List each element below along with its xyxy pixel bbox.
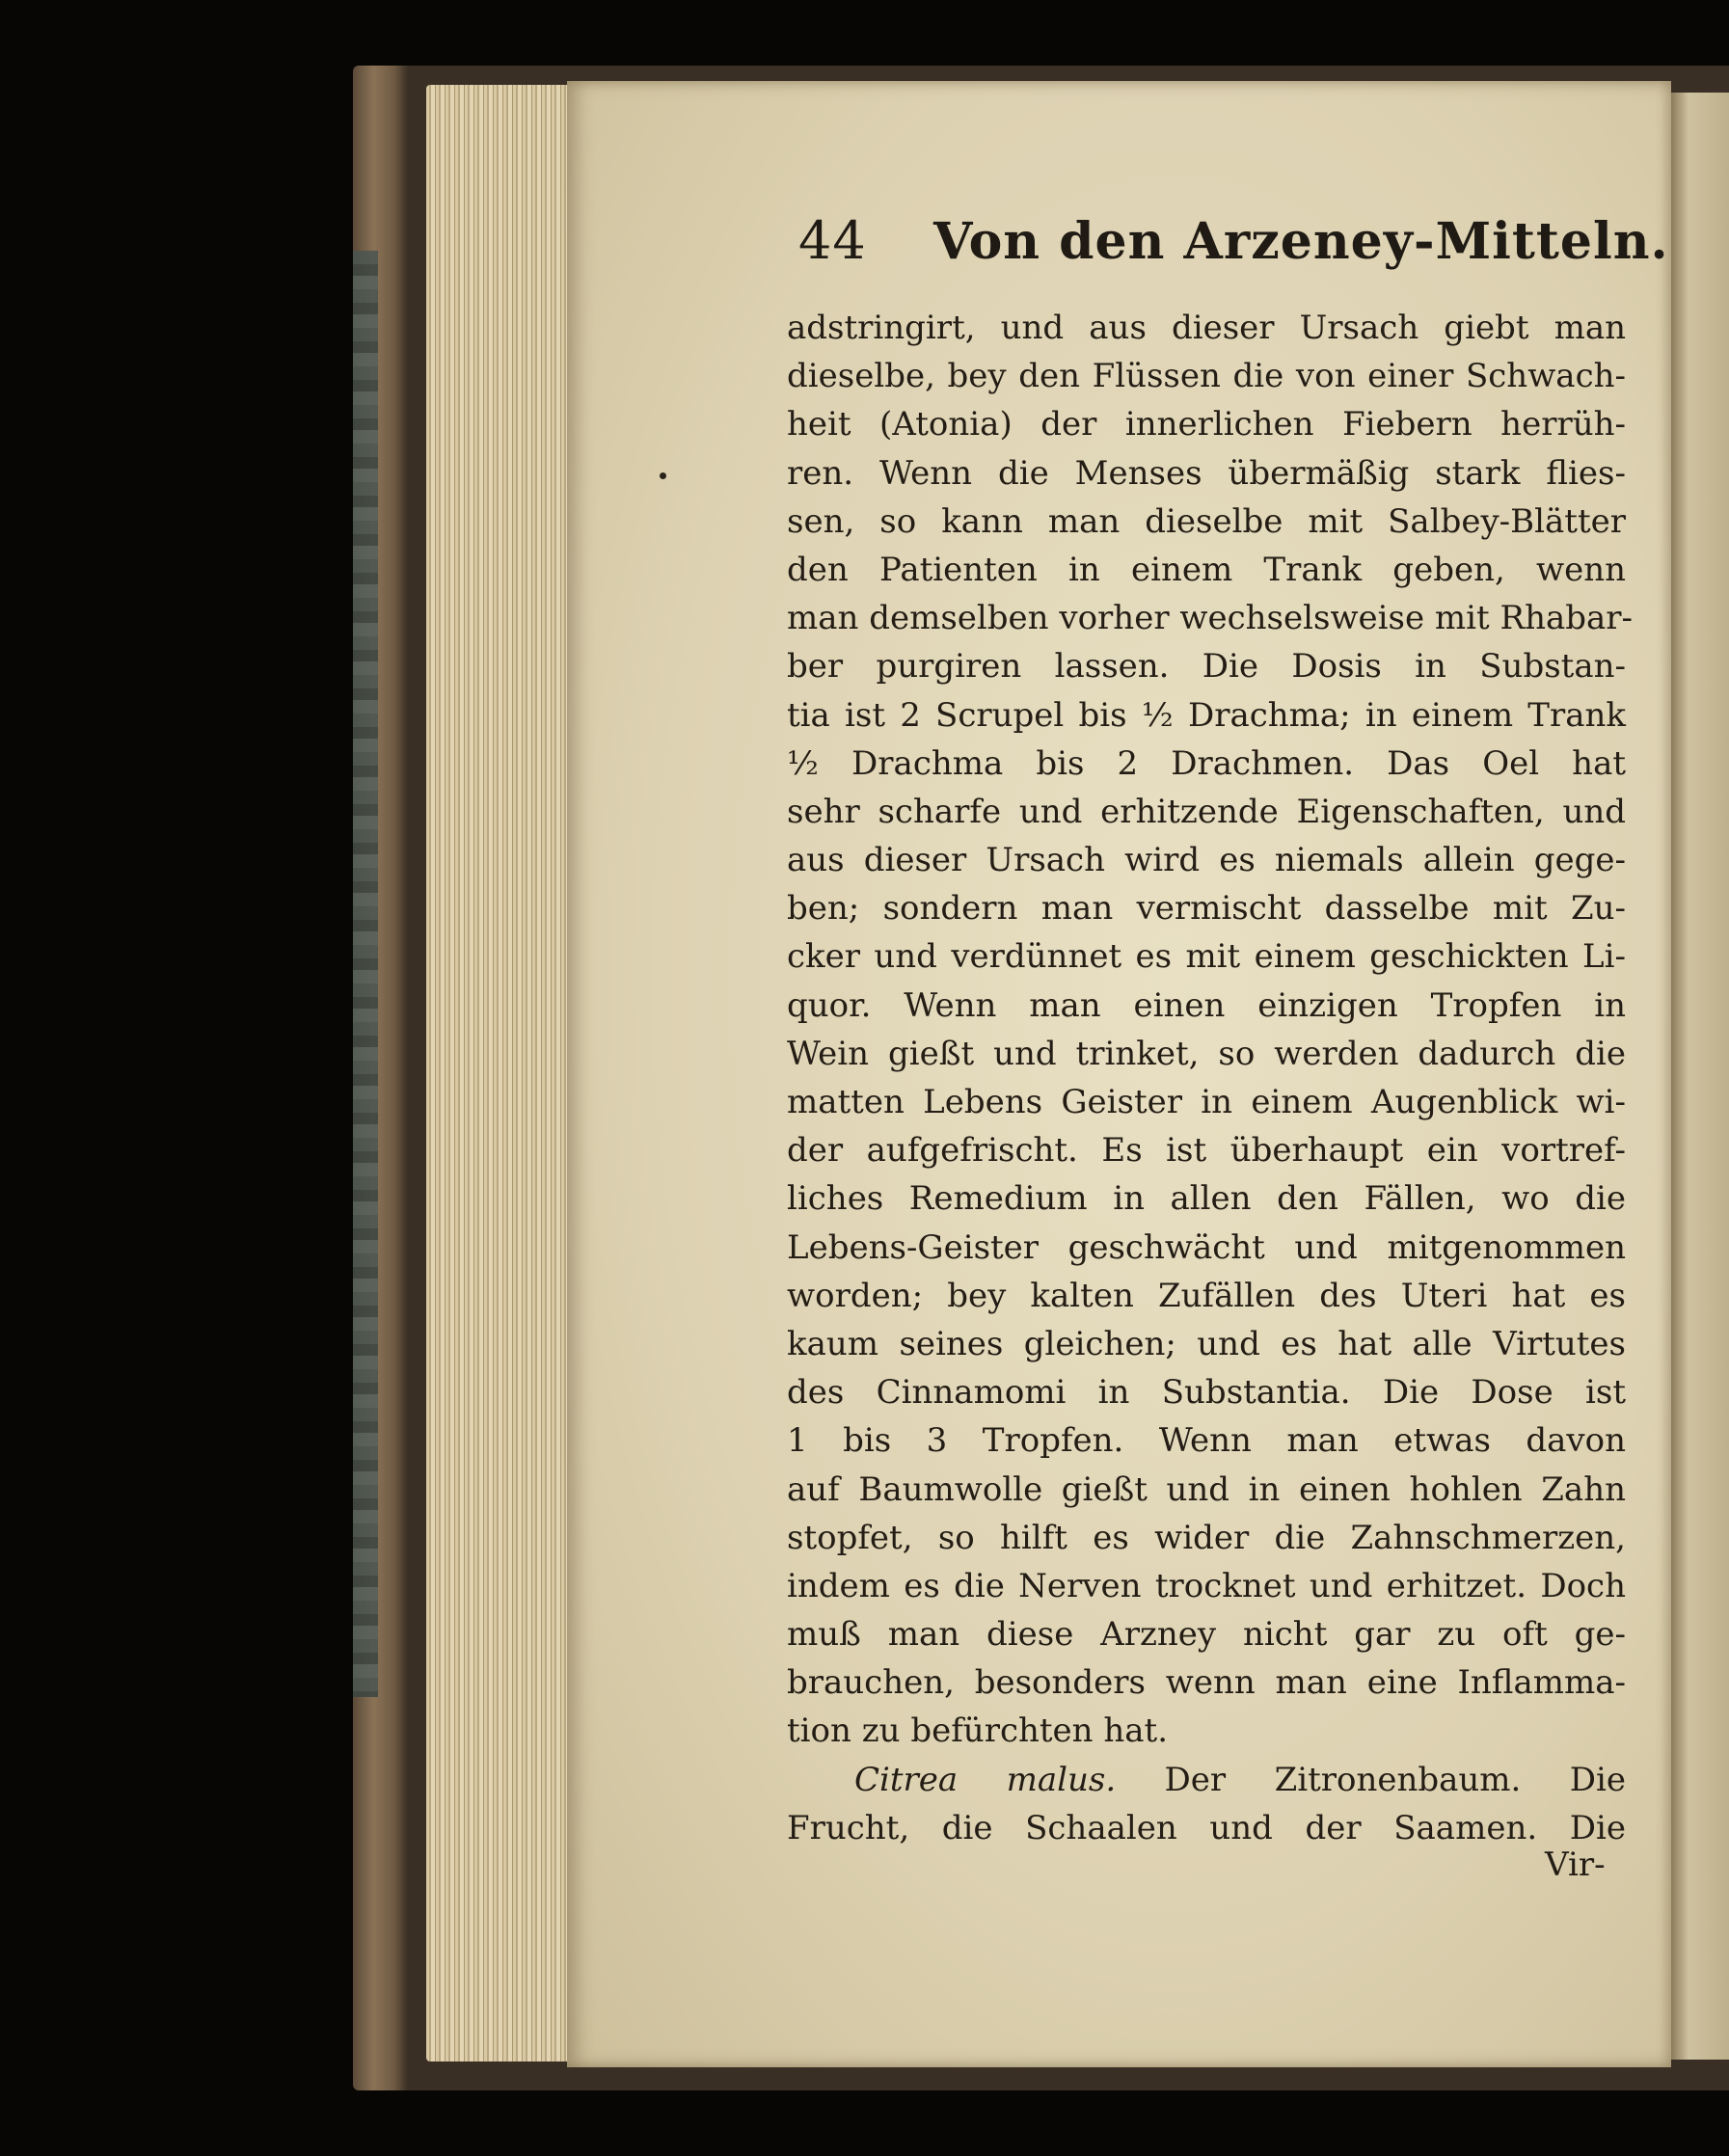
text-line: der aufgefrischt. Es ist überhaupt ein vortref- [787, 1131, 1626, 1171]
page-edges [426, 85, 567, 2062]
catchword: Vir- [1545, 1846, 1606, 1884]
text-line: quor. Wenn man einen einzigen Tropfen in [787, 985, 1626, 1025]
text-line: liches Remedium in allen den Fällen, wo die [787, 1179, 1626, 1219]
text-line: heit (Atonia) der innerlichen Fiebern herrüh- [787, 405, 1626, 445]
text-line: tia ist 2 Scrupel bis ½ Drachma; in einem Trank [787, 695, 1626, 735]
entry-term: Citrea malus. [854, 1760, 1117, 1799]
text-line: kaum seines gleichen; und es hat alle Virtutes [787, 1324, 1626, 1363]
text-line: stopfet, so hilft es wider die Zahnschmerzen, [787, 1518, 1626, 1557]
text-line: indem es die Nerven trocknet und erhitzet. Doch [787, 1566, 1626, 1605]
text-line: 1 bis 3 Tropfen. Wenn man etwas davon [787, 1421, 1626, 1461]
margin-mark [660, 472, 666, 479]
text-line: man demselben vorher wechselsweise mit Rhabar- [787, 599, 1634, 638]
running-head: Von den Arzeney-Mitteln. [933, 212, 1669, 271]
text-line: ben; sondern man vermischt dasselbe mit Zu- [787, 889, 1626, 929]
text-line: cker und verdünnet es mit einem geschickten Li- [787, 937, 1626, 977]
text-line: auf Baumwolle gießt und in einen hohlen Zahn [787, 1469, 1626, 1509]
text-line: aus dieser Ursach wird es niemals allein gege- [787, 841, 1626, 880]
text-line: Lebens-Geister geschwächt und mitgenommen [787, 1227, 1626, 1267]
entry-gloss: Der Zitronenbaum. Die [1164, 1760, 1627, 1799]
text-line: dieselbe, bey den Flüssen die von einer Schwach- [787, 357, 1626, 396]
text-line: den Patienten in einem Trank geben, wenn [787, 550, 1626, 589]
text-line: Frucht, die Schaalen und der Saamen. Die [787, 1808, 1626, 1847]
page-number: 44 [798, 210, 867, 271]
spine-binding [353, 251, 378, 1697]
page-header [798, 210, 1669, 278]
text-line: des Cinnamomi in Substantia. Die Dose ist [787, 1373, 1626, 1413]
text-line: ½ Drachma bis 2 Drachmen. Das Oel hat [787, 743, 1626, 783]
text-line: brauchen, besonders wenn man eine Inflamma- [787, 1663, 1626, 1703]
text-line: Wein gießt und trinket, so werden dadurch die [787, 1034, 1626, 1073]
text-line: worden; bey kalten Zufällen des Uteri hat es [787, 1276, 1626, 1315]
text-line: muß man diese Arzney nicht gar zu oft ge- [787, 1615, 1626, 1655]
facing-page-edge [1671, 93, 1729, 2060]
text-line: sen, so kann man dieselbe mit Salbey-Blätter [787, 501, 1626, 541]
text-line: sehr scharfe und erhitzende Eigenschaften, und [787, 792, 1626, 831]
text-line: ber purgiren lassen. Die Dosis in Substan- [787, 647, 1626, 687]
text-line: matten Lebens Geister in einem Augenblick wi- [787, 1083, 1626, 1121]
entry-line [787, 1756, 1626, 1804]
text-line: tion zu befürchten hat. [787, 1711, 1169, 1751]
body-text [787, 304, 1634, 1852]
text-line: ren. Wenn die Menses übermäßig stark flies- [787, 453, 1626, 493]
text-line: adstringirt, und aus dieser Ursach giebt man [787, 309, 1626, 347]
